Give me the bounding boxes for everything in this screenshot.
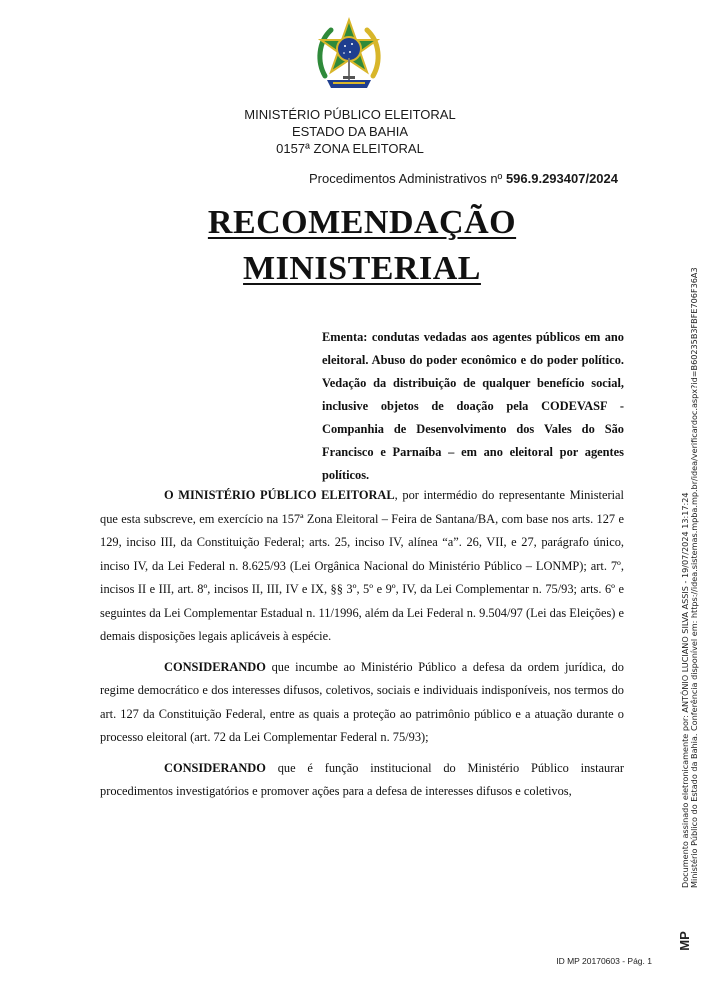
procedimento-number: 596.9.293407/2024 [505,171,618,186]
paragraph-1-lead: O MINISTÉRIO PÚBLICO ELEITORAL [164,488,395,502]
signature-stamp-line-1: Documento assinado eletronicamente por: ANTÔNIO LUCIANO SILVA ASSIS - 19/07/2024 13:17:24 [680,492,690,888]
paragraph-3-lead: CONSIDERANDO [164,760,266,775]
header-line-3: 0157ª ZONA ELEITORAL [276,141,424,156]
title-line-1: RECOMENDAÇÃO [207,204,517,241]
document-title [0,200,724,292]
signature-stamp [680,267,699,965]
paragraph-3-text: que é função institucional do Ministério Público instaurar procedimentos investigatórios e promover ações para a defesa de interesses difusos e coletivos, [100,760,624,798]
mp-logo-icon [677,931,697,958]
header-line-1: MINISTÉRIO PÚBLICO ELEITORAL [244,107,456,122]
signature-stamp-text [681,228,699,888]
document-body [100,484,624,811]
title-line-2: MINISTERIAL [243,250,481,287]
paragraph-3 [100,757,624,804]
signature-stamp-line-2: Ministério Público do Estado da Bahia. Conferência disponível em: https://idea.sistemas.mpba.mp.br/idea/verificardoc.aspx?id=B60235B3FBFE706F36A3 [689,267,699,888]
mp-logo-text: MP [677,931,692,951]
paragraph-1 [100,484,624,649]
coat-of-arms-brazil [315,18,383,90]
ementa-block: Ementa: condutas vedadas aos agentes públicos em ano eleitoral. Abuso do poder econômico e do poder político. Vedação da distribuição de qualquer benefício social, inclusive objetos de doação pela CODEVASF - Companhia de Desenvolvimento dos Vales do São Francisco e Parnaíba – em ano eleitoral por agentes políticos. [322,330,624,482]
paragraph-1-text: , por intermédio do representante Ministerial que esta subscreve, em exercício na 157ª Zona Eleitoral – Feira de Santana/BA, com base nos arts. 127 e 129, inciso III, da Constituição Federal; arts. 25, inciso IV, alínea “a”. 26, VII, e 27, parágrafo único, inciso IV, da Lei Federal n. 8.625/93 (Lei Orgânica Nacional do Ministério Público – LONMP); art. 7º, incisos II e III, art. 8º, incisos II, III, IV e IX, §§ 3º, 5º e 9º, IV, da Lei Complementar n. 75/93; arts. 6º e seguintes da Lei Complementar Estadual n. 11/1996, além da Lei Federal n. 9.504/97 (Lei das Eleições) e demais disposições legais aplicáveis à espécie. [100,488,624,643]
institution-header [200,106,500,157]
paragraph-2-lead: CONSIDERANDO [164,659,266,674]
procedimento-reference [309,171,618,186]
paragraph-2-text: que incumbe ao Ministério Público a defesa da ordem jurídica, do regime democrático e dos interesses difusos, coletivos, sociais e individuais indisponíveis, nos termos do art. 127 da Constituição Federal, entre as quais a proteção ao patrimônio público e a atuação durante o processo eleitoral (art. 72 da Lei Complementar Federal n. 75/93); [100,659,624,744]
page-footer: ID MP 20170603 - Pág. 1 [556,956,652,966]
header-line-2: ESTADO DA BAHIA [291,124,409,139]
procedimento-label: Procedimentos Administrativos nº [308,171,503,186]
paragraph-2 [100,656,624,750]
